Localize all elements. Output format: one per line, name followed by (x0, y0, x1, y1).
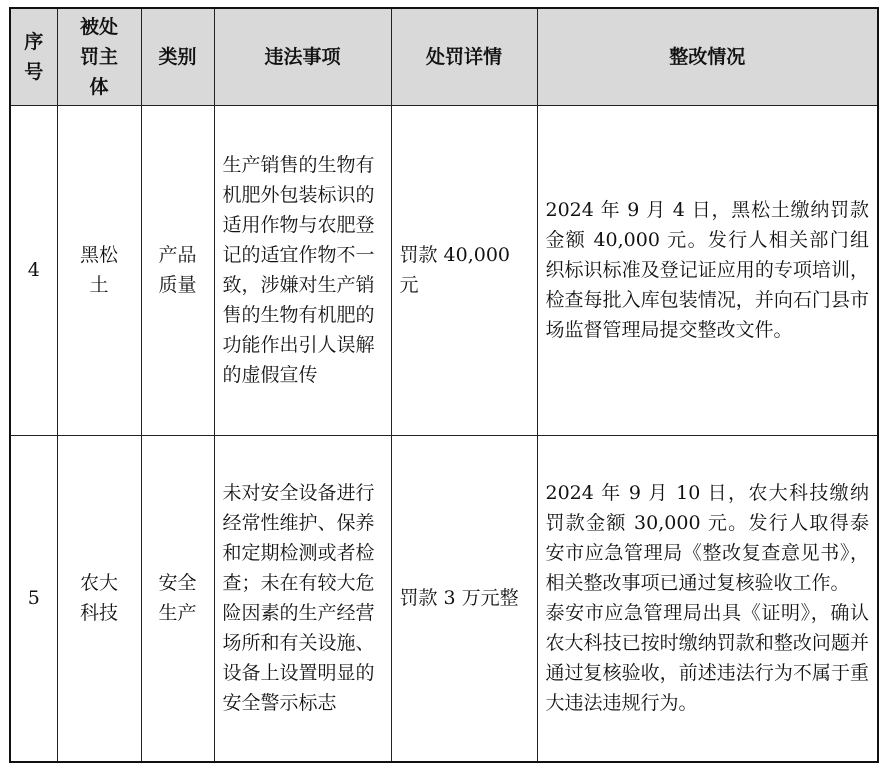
cell-category: 产品质量 (141, 105, 214, 435)
cell-seq: 4 (10, 105, 57, 435)
cell-violation: 未对安全设备进行经常性维护、保养和定期检测或者检查；未在有较大危险因素的生产经营场所和有关设施、设备上设置明显的安全警示标志 (214, 435, 391, 762)
cell-category: 安全生产 (141, 435, 214, 762)
rectification-paragraph: 泰安市应急管理局出具《证明》，确认农大科技已按时缴纳罚款和整改问题并通过复核验收，前述违法行为不属于重大违法违规行为。 (545, 602, 869, 715)
cell-violation: 生产销售的生物有机肥外包装标识的适用作物与农肥登记的适宜作物不一致，涉嫌对生产销售的生物有机肥的功能作出引人误解的虚假宣传 (214, 105, 391, 435)
cell-rectification (537, 435, 878, 762)
cell-seq: 5 (10, 435, 57, 762)
rectification-paragraph: 2024 年 9 月 4 日，黑松土缴纳罚款金额 40,000 元。发行人相关部门组织标识标准及登记证应用的专项培训，检查每批入库包装情况，并向石门县市场监督管理局提交整改文件。 (545, 199, 869, 341)
header-category: 类别 (141, 8, 214, 105)
header-rectification: 整改情况 (537, 8, 878, 105)
header-violation: 违法事项 (214, 8, 391, 105)
rectification-paragraph: 2024 年 9 月 10 日，农大科技缴纳罚款金额 30,000 元。发行人取得泰安市应急管理局《整改复查意见书》，相关整改事项已通过复核验收工作。 (545, 482, 869, 595)
header-seq: 序号 (10, 8, 57, 105)
table-row (10, 105, 878, 435)
header-entity: 被处罚主体 (57, 8, 141, 105)
cell-rectification (537, 105, 878, 435)
cell-penalty: 罚款 3 万元整 (391, 435, 537, 762)
cell-penalty: 罚款 40,000 元 (391, 105, 537, 435)
cell-entity: 黑松土 (57, 105, 141, 435)
header-penalty: 处罚详情 (391, 8, 537, 105)
table-row (10, 435, 878, 762)
header-row (10, 8, 878, 105)
penalty-table (9, 7, 879, 763)
cell-entity: 农大科技 (57, 435, 141, 762)
